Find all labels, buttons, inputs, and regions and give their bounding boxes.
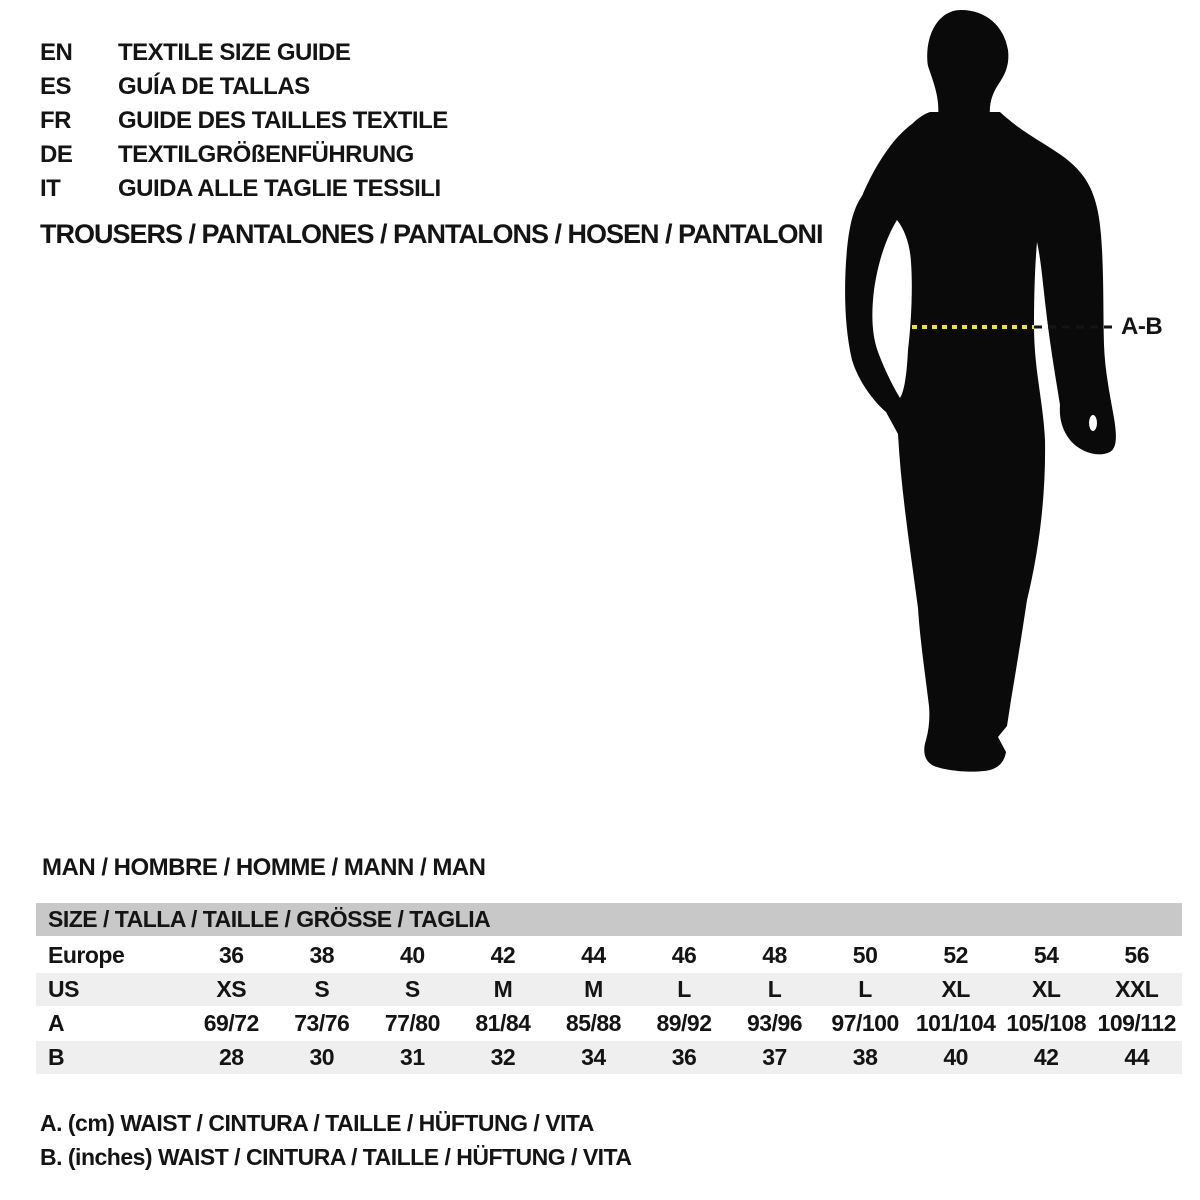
cell: 105/108 [1006, 1010, 1086, 1036]
row-label: A [48, 1010, 65, 1036]
table-header-row [36, 903, 1182, 936]
row-label: US [48, 976, 79, 1002]
cell: 40 [943, 1044, 968, 1070]
language-code: FR [40, 107, 71, 134]
cell: 31 [400, 1044, 425, 1070]
table-row-europe [36, 939, 1182, 972]
cell: 54 [1033, 942, 1059, 968]
table-row-a-cm [36, 1007, 1182, 1040]
note-a-cm: A. (cm) WAIST / CINTURA / TAILLE / HÜFTUNG / VITA [40, 1110, 594, 1136]
cell: 32 [490, 1044, 516, 1070]
cell: M [493, 976, 513, 1002]
language-label: TEXTILGRÖßENFÜHRUNG [118, 141, 414, 168]
cell: XXL [1115, 976, 1159, 1002]
size-table [36, 903, 1182, 1075]
cell: XL [941, 976, 970, 1002]
cell: 42 [490, 942, 516, 968]
cell: 42 [1033, 1044, 1059, 1070]
cell: 56 [1124, 942, 1150, 968]
cell: M [584, 976, 603, 1002]
silhouette-head [927, 10, 1008, 123]
row-label: B [48, 1044, 65, 1070]
cell: 36 [218, 942, 244, 968]
cell: 73/76 [294, 1010, 350, 1036]
language-code: IT [40, 175, 61, 202]
cell: 89/92 [656, 1010, 712, 1036]
cell: L [677, 976, 691, 1002]
cell: 81/84 [475, 1010, 531, 1036]
cell: L [767, 976, 782, 1002]
cell: 101/104 [915, 1010, 996, 1036]
cell: 93/96 [747, 1010, 803, 1036]
cell: 36 [671, 1044, 697, 1070]
cell: 85/88 [565, 1010, 621, 1036]
language-code: DE [40, 141, 73, 168]
garment-heading: TROUSERS / PANTALONES / PANTALONS / HOSEN / PANTALONI [40, 219, 823, 249]
cell: 34 [581, 1044, 606, 1070]
measure-label-ab: A-B [1121, 313, 1163, 340]
cell: 46 [671, 942, 697, 968]
cell: 38 [852, 1044, 878, 1070]
language-label: GUIDE DES TAILLES TEXTILE [118, 107, 448, 134]
language-code: EN [40, 39, 73, 66]
cell: 50 [852, 942, 878, 968]
note-b-inches: B. (inches) WAIST / CINTURA / TAILLE / HÜFTUNG / VITA [40, 1144, 632, 1170]
cell: 77/80 [384, 1010, 440, 1036]
cell: 48 [762, 942, 787, 968]
table-row-b-inches [36, 1041, 1182, 1074]
language-label: GUÍA DE TALLAS [118, 73, 310, 100]
silhouette-body [845, 112, 1116, 772]
cell: 44 [1124, 1044, 1150, 1070]
language-code: ES [40, 73, 72, 100]
cell: 38 [309, 942, 335, 968]
language-label: GUIDA ALLE TAGLIE TESSILI [118, 175, 441, 202]
cell: 37 [762, 1044, 787, 1070]
cell: 30 [309, 1044, 335, 1070]
cell: XL [1031, 976, 1061, 1002]
cell: S [404, 976, 420, 1002]
cell: 52 [943, 942, 968, 968]
cell: XS [216, 976, 247, 1002]
cell: 40 [400, 942, 425, 968]
fist-notch [1089, 415, 1097, 431]
cell: 109/112 [1097, 1010, 1176, 1036]
cell: S [314, 976, 330, 1002]
cell: 69/72 [203, 1010, 259, 1036]
cell: L [858, 976, 872, 1002]
cell: 28 [218, 1044, 244, 1070]
cell: 44 [581, 942, 606, 968]
table-header-label: SIZE / TALLA / TAILLE / GRÖSSE / TAGLIA [48, 906, 491, 932]
table-row-us [36, 973, 1182, 1006]
row-label: Europe [48, 942, 125, 968]
cell: 97/100 [831, 1010, 899, 1036]
language-label: TEXTILE SIZE GUIDE [118, 39, 351, 66]
section-heading-man: MAN / HOMBRE / HOMME / MANN / MAN [42, 854, 486, 881]
